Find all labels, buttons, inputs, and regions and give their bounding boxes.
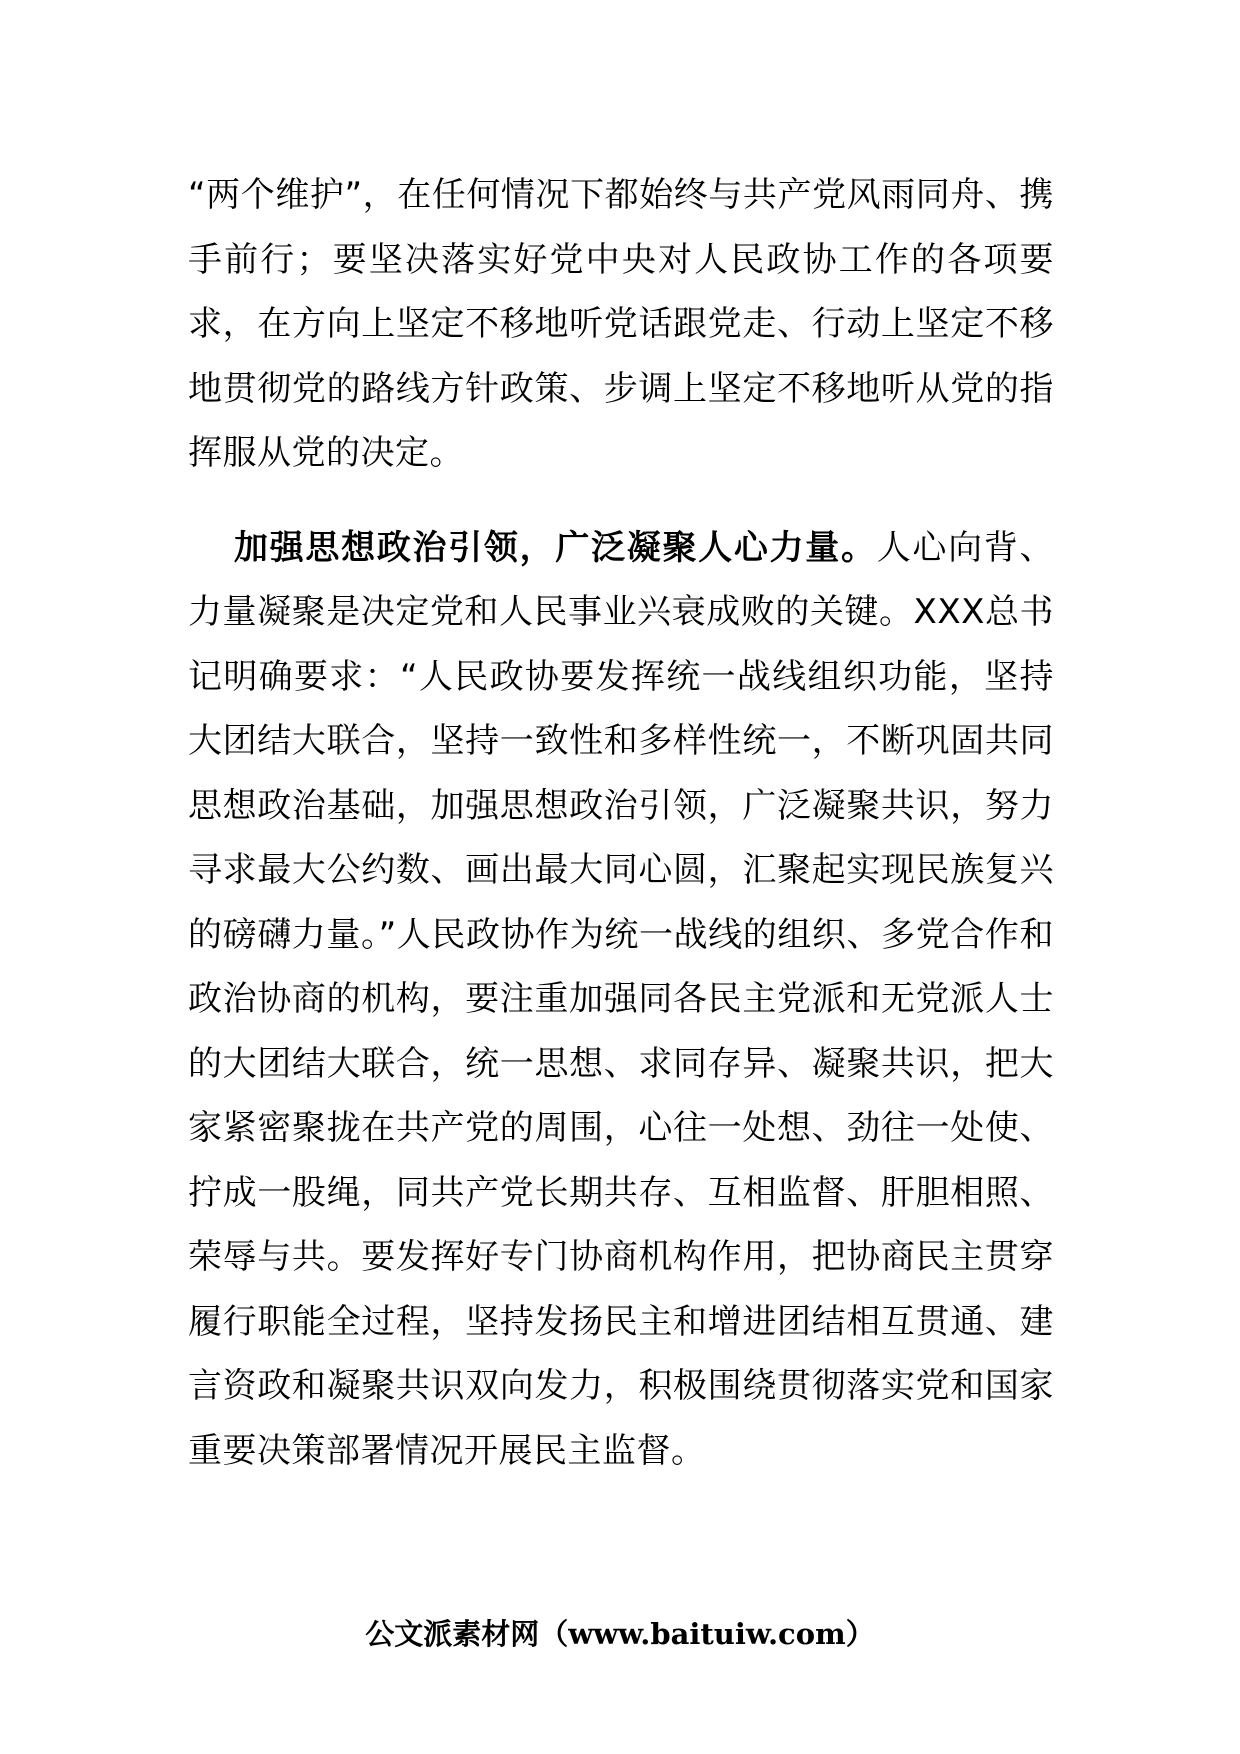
page-footer: 公文派素材网（www.baituiw.com）: [365, 1617, 875, 1651]
paragraph-heading: 加强思想政治引领，广泛凝聚人心力量。: [234, 527, 877, 568]
paragraph-text: “两个维护”，在任何情况下都始终与共产党风雨同舟、携手前行；要坚决落实好党中央对人民政协工作的各项要求，在方向上坚定不移地听党话跟党走、行动上坚定不移地贯彻党的路线方针政策、步调上坚定不移地听从党的指挥服从党的决定。: [188, 175, 1054, 473]
document-body: [188, 163, 1054, 1483]
paragraph-ideological-guidance: [188, 516, 1054, 1484]
paragraph-continued: [188, 163, 1054, 486]
paragraph-text: 人心向背、力量凝聚是决定党和人民事业兴衰成败的关键。XXX总书记明确要求：“人民政协要发挥统一战线组织功能，坚持大团结大联合，坚持一致性和多样性统一，不断巩固共同思想政治基础，加强思想政治引领，广泛凝聚共识，努力寻求最大公约数、画出最大同心圆，汇聚起实现民族复兴的磅礴力量。”人民政协作为统一战线的组织、多党合作和政治协商的机构，要注重加强同各民主党派和无党派人士的大团结大联合，统一思想、求同存异、凝聚共识，把大家紧密聚拢在共产党的周围，心往一处想、劲往一处使、拧成一股绳，同共产党长期共存、互相监督、肝胆相照、荣辱与共。要发挥好专门协商机构作用，把协商民主贯穿履行职能全过程，坚持发扬民主和增进团结相互贯通、建言资政和凝聚共识双向发力，积极围绕贯彻落实党和国家重要决策部署情况开展民主监督。: [188, 527, 1055, 1471]
